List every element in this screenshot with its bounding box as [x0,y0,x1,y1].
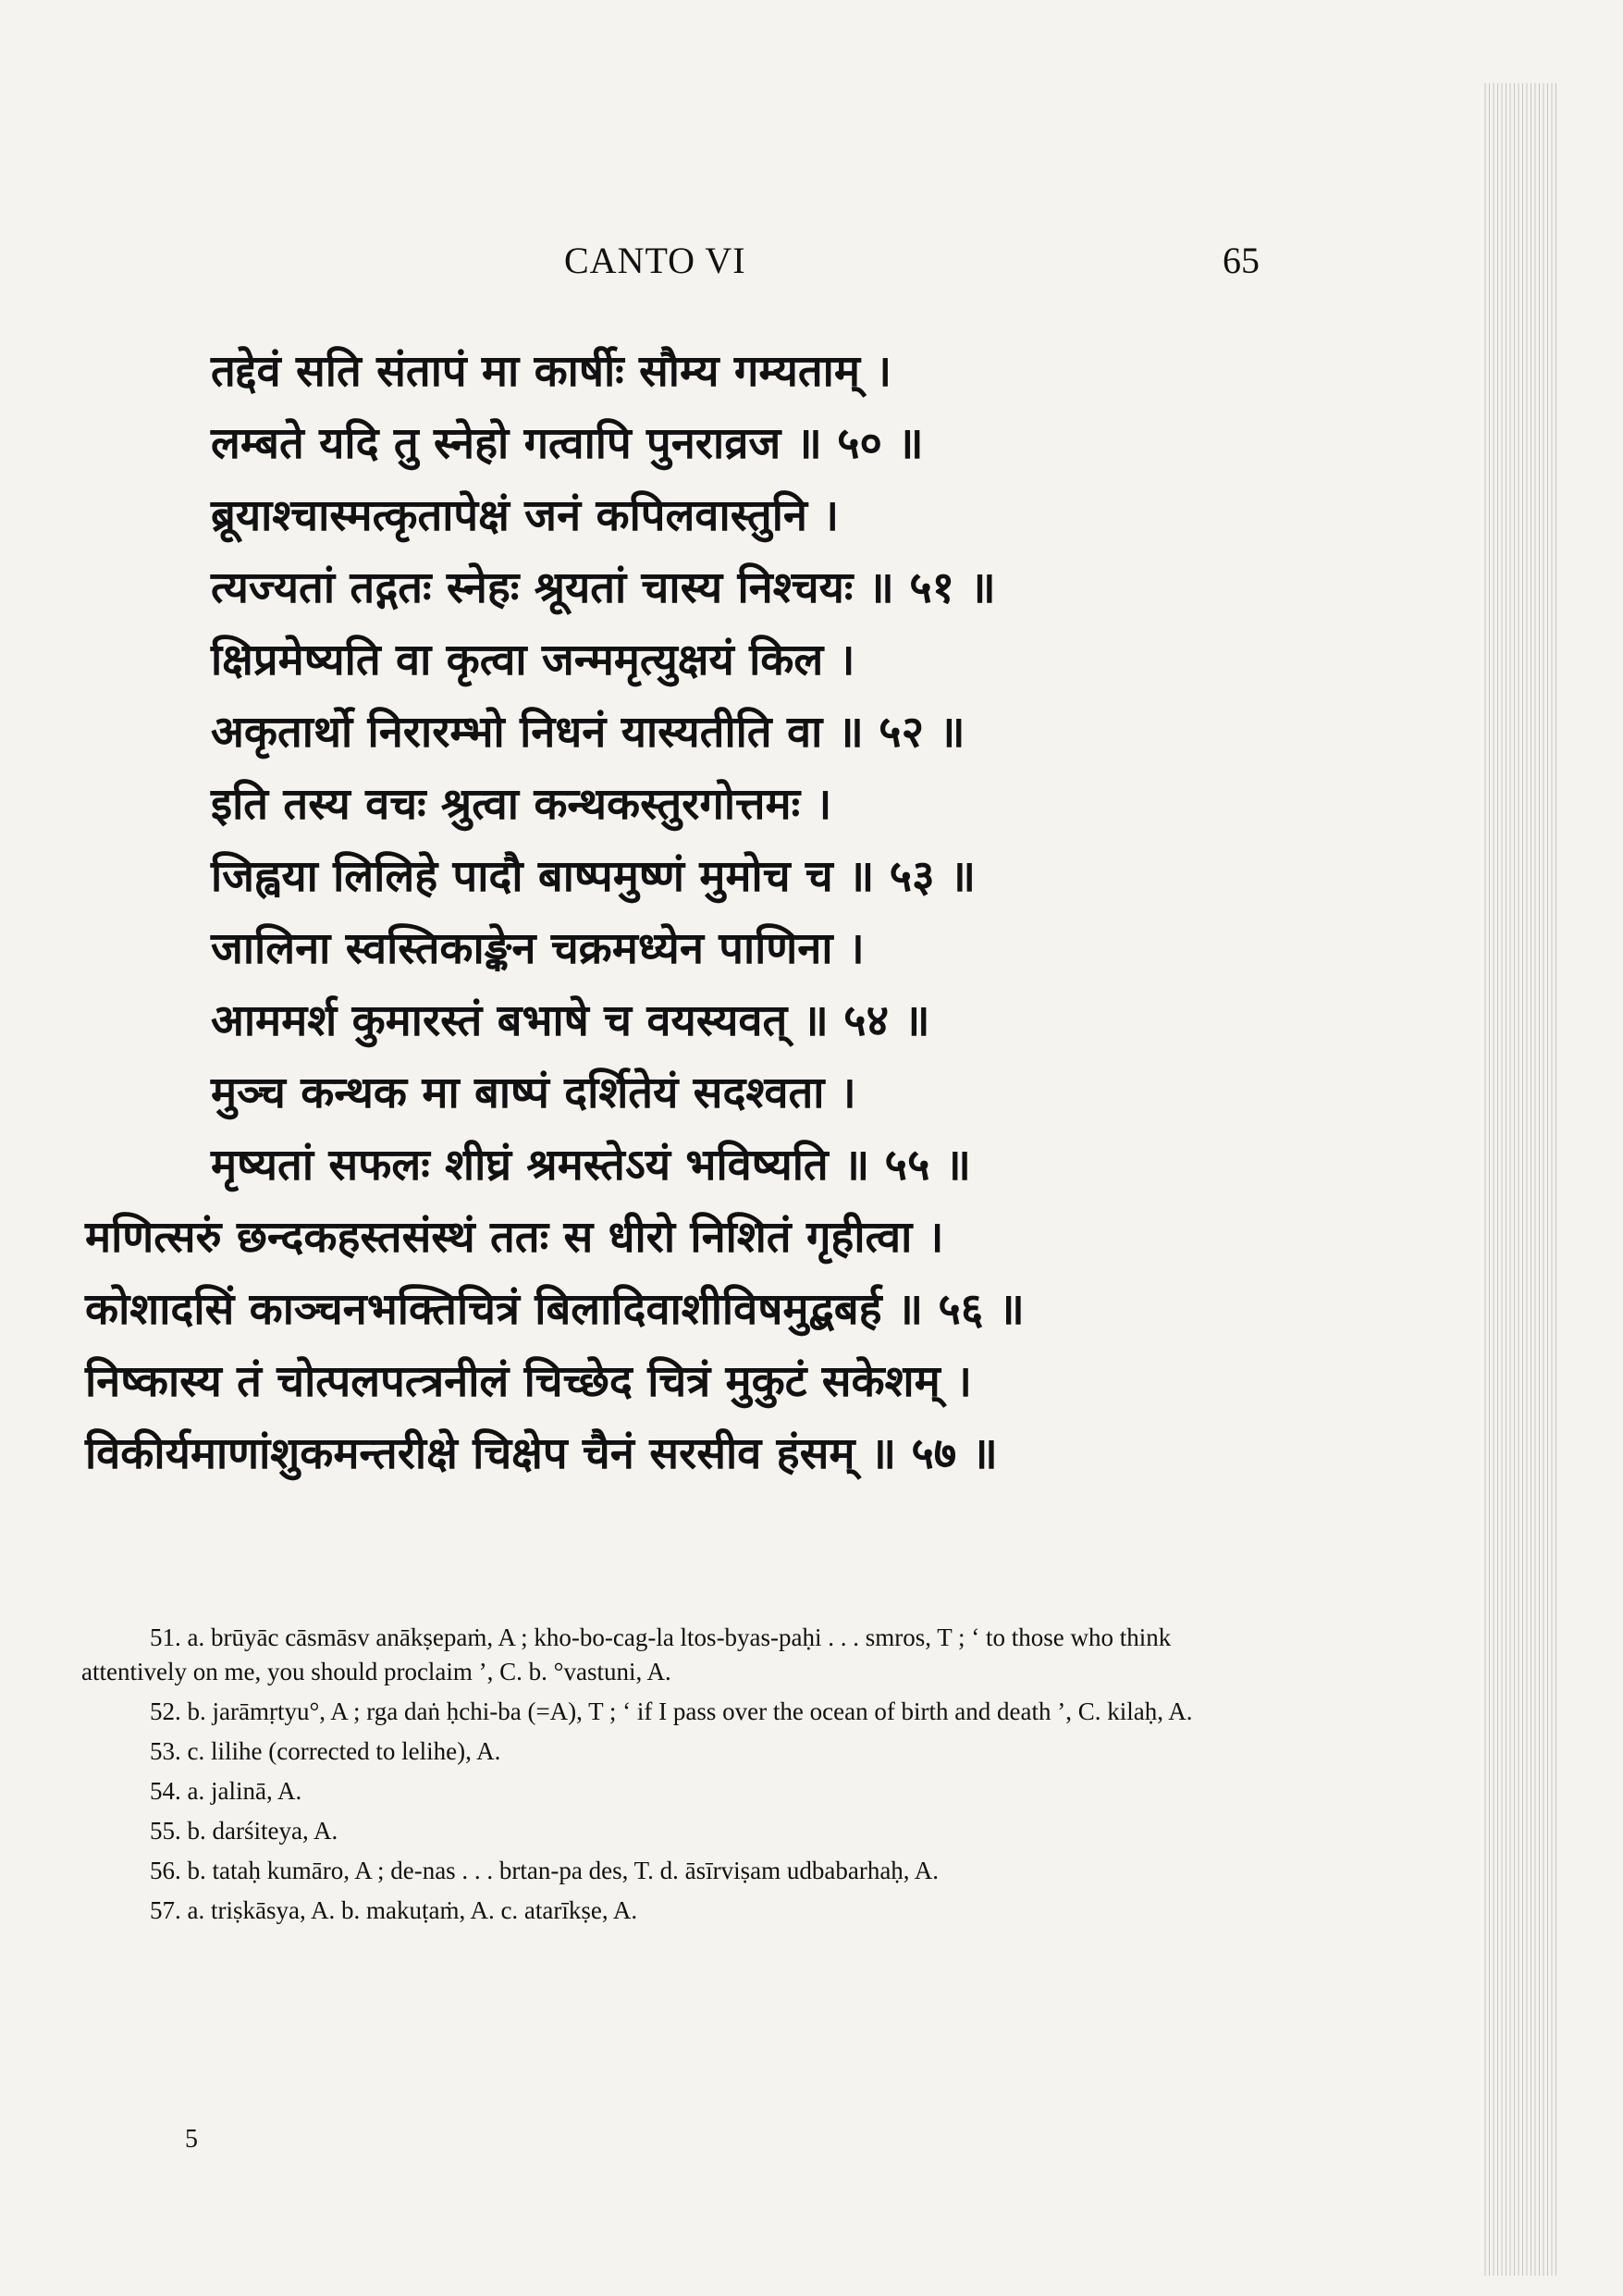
running-title: CANTO VI [564,240,746,281]
verse-line: मणित्सरुं छन्दकहस्तसंस्थं ततः स धीरो निशितं गृहीत्वा । [85,1212,944,1263]
verse-line: मुञ्च कन्थक मा बाष्पं दर्शितेयं सदश्वता । [211,1068,856,1118]
footnote: 56. b. tataḥ kumāro, A ; de-nas . . . brtan-pa des, T. d. āsīrviṣam udbabarhaḥ, A. [150,1857,940,1884]
footnote: 52. b. jarāmṛtyu°, A ; rga daṅ ḥchi-ba (=A), T ; ‘ if I pass over the ocean of birth and death ’, C. kilaḥ, A. [150,1697,1193,1725]
page-edge-shadow [1484,83,1558,2276]
footnote: 53. c. lilihe (corrected to lelihe), A. [150,1737,501,1765]
page-number: 65 [1223,240,1260,281]
signature-mark: 5 [185,2125,198,2154]
verse-line: त्यज्यतां तद्गतः स्नेहः श्रूयतां चास्य निश्चयः ॥ ५१ ॥ [211,562,996,613]
page-header [0,239,1623,294]
verse-line: क्षिप्रमेष्यति वा कृत्वा जन्ममृत्युक्षयं किल । [211,635,855,685]
footnote: 55. b. darśiteya, A. [150,1817,338,1845]
verse-line: जालिना स्वस्तिकाङ्केन चक्रमध्येन पाणिना । [211,923,865,974]
verse-line: कोशादसिं काञ्चनभक्तिचित्रं बिलादिवाशीविषमुद्बबर्ह ॥ ५६ ॥ [85,1284,1025,1335]
footnote: 54. a. jalinā, A. [150,1777,302,1805]
verse-line: मृष्यतां सफलः शीघ्रं श्रमस्तेऽयं भविष्यति ॥ ५५ ॥ [211,1140,971,1191]
verse-line: जिह्वया लिलिहे पादौ बाष्पमुष्णं मुमोच च ॥ ५३ ॥ [211,851,977,902]
verse-line: ब्रूयाश्चास्मत्कृतापेक्षं जनं कपिलवास्तुनि । [211,490,840,541]
verse-line: निष्कास्य तं चोत्पलपत्त्रनीलं चिच्छेद चित्रं मुकुटं सकेशम् । [85,1356,972,1407]
footnotes [81,1621,1265,1933]
footnote: 57. a. triṣkāsya, A. b. makuṭaṁ, A. c. atarīkṣe, A. [150,1896,638,1924]
verse-line: इति तस्य वचः श्रुत्वा कन्थकस्तुरगोत्तमः । [211,779,832,830]
verse-line: तद्देवं सति संतापं मा कार्षीः सौम्य गम्यताम् । [211,346,892,397]
verse-line: विकीर्यमाणांशुकमन्तरीक्षे चिक्षेप चैनं सरसीव हंसम् ॥ ५७ ॥ [85,1428,998,1479]
footnote: 51. a. brūyāc cāsmāsv anākṣepaṁ, A ; kho-bo-cag-la ltos-byas-paḥi . . . smros, T ; ‘ to those who think attentively on me, you should proclaim ’, C. b. °vastuni, A. [81,1623,1172,1685]
verse-line: आममर्श कुमारस्तं बभाषे च वयस्यवत् ॥ ५४ ॥ [211,995,930,1046]
verse-line: लम्बते यदि तु स्नेहो गत्वापि पुनराव्रज ॥ ५० ॥ [211,418,924,469]
verse-line: अकृतार्थो निरारम्भो निधनं यास्यतीति वा ॥ ५२ ॥ [211,707,965,758]
